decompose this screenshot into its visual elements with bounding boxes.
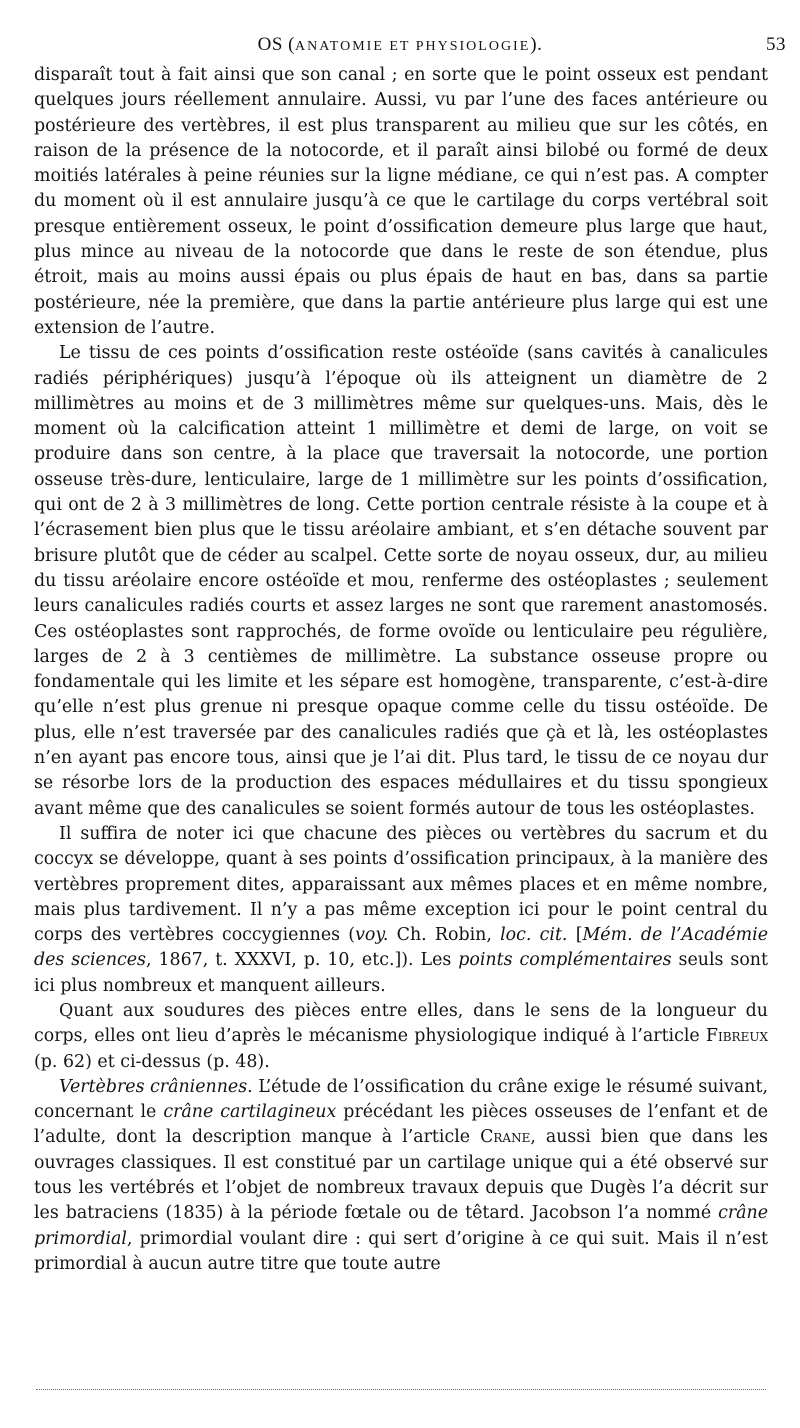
running-head [0,34,800,58]
text-run: (p. 62) et ci-dessus (p. 48). [34,1051,270,1072]
text-run: précédant les pièces osseuses de l’enfant et de l’adulte, dont la description manque à l’article [34,1102,769,1148]
text-run: [ [567,925,583,946]
running-head-smallcaps: ANATOMIE ET PHYSIOLOGIE [295,39,531,54]
italic-points-complementaires: points complémentaires [458,950,672,971]
text-run: , 1867, t. XXXVI, p. 10, etc.]). Les [145,950,459,971]
italic-citation-title: Mém. de l’Académie des sciences [34,925,768,971]
italic-crane-primordial: crâne primordial [34,1203,768,1249]
italic-loc-cit: loc. cit. [500,925,568,946]
text-run: Ch. Robin, [388,925,501,946]
italic-voy: voy. [355,925,389,946]
text-run: seuls sont ici plus nombreux et manquent ailleurs. [34,950,768,996]
article-ref-fibreux: Fibreux [705,1026,768,1047]
running-head-title [0,34,800,56]
text-run: Il suffira de noter ici que chacune des pièces ou vertèbres du sacrum et du coccyx se développe, quant à ses points d’ossification principaux, à la manière des vertèbres proprement dites, apparaissant aux mêmes places et en même nombre, mais plus tardivement. Il n’y a pas même exception ici pour le point central du corps des vertèbres coccygiennes ( [34,823,768,946]
paragraph-1: disparaît tout à fait ainsi que son canal ; en sorte que le point osseux est pendant quelques jours réellement annulaire. Aussi, vu par l’une des faces antérieure ou postérieure des vertèbres, il est plus transparent au milieu que sur les côtés, en raison de la présence de la notocorde, et il paraît ainsi bilobé ou formé de deux moitiés latérales à peine réunies sur la ligne médiane, ce qui n’est pas. A compter du moment où il est annulaire jusqu’à ce que le cartilage du corps vertébral soit presque entièrement osseux, le point d’ossification demeure plus large que haut, plus mince au niveau de la notocorde que dans le reste de son étendue, plus étroit, mais au moins aussi épais ou plus épais de haut en bas, dans sa partie postérieure, née la première, que dans la partie antérieure plus large qui est une extension de l’autre. [34,65,768,338]
text-run: , aussi bien que dans les ouvrages classiques. Il est constitué par un cartilage unique qui a été observé sur tous les vertébrés et l’objet de nombreux travaux depuis que Dugès l’a décrit sur les batraciens (1835) à la période fœtale ou de têtard. Jacobson l’a nommé [34,1127,768,1224]
paragraph-4 [34,999,768,1075]
section-heading-vertebres-craniennes: Vertèbres crâniennes. [59,1076,253,1097]
paragraph-2: Le tissu de ces points d’ossification reste ostéoïde (sans cavités à canalicules radiés périphériques) jusqu’à l’époque où ils atteignent un diamètre de 2 millimètres au moins et de 3 millimètres même sur quelques-uns. Mais, dès le moment où la calcification atteint 1 millimètre et demi de large, on voit se produire dans son centre, à la place que traversait la notocorde, une portion osseuse très-dure, lenticulaire, large de 1 millimètre sur les points d’ossification, qui ont de 2 à 3 millimètres de long. Cette portion centrale résiste à la coupe et à l’écrasement bien plus que le tissu aréolaire ambiant, et s’en détache souvent par brisure plutôt que de céder au scalpel. Cette sorte de noyau osseux, dur, au milieu du tissu aréolaire encore ostéoïde et mou, renferme des ostéoplastes ; seulement leurs canalicules radiés courts et assez larges ne sont que rarement anastomosés. Ces ostéoplastes sont rapprochés, de forme ovoïde ou lenticulaire peu régulière, larges de 2 à 3 centièmes de millimètre. La substance osseuse propre ou fondamentale qui les limite et les sépare est homogène, transparente, c’est-à-dire qu’elle n’est plus grenue ni presque opaque comme celle du tissu ostéoïde. De plus, elle n’est traversée par des canalicules radiés que çà et là, les ostéoplastes n’en ayant pas encore tous, ainsi que je l’ai dit. Plus tard, le tissu de ce noyau dur se résorbe lors de la production des espaces médullaires et du tissu spongieux avant même que des canalicules se soient formés autour de tous les ostéoplastes. [34,343,768,819]
body-text [34,63,768,1277]
running-head-suffix: ). [530,34,543,55]
page-number: 53 [766,34,786,55]
text-run: L’étude de l’ossification du crâne exige le résumé suivant, concernant le [34,1076,768,1123]
paragraph-5 [34,1075,768,1277]
paragraph-3 [34,822,768,999]
text-run: Quant aux soudures des pièces entre elles, dans le sens de la longueur du corps, elles ont lieu d’après le mécanisme physiologique indiqué à l’article [34,1000,768,1047]
running-head-prefix: OS ( [257,34,296,55]
text-run: , primordial voulant dire : qui sert d’origine à ce qui suit. Mais il n’est primordial à aucun autre titre que toute autre [34,1228,768,1274]
footer-dotted-rule [36,1389,766,1390]
article-ref-crane: Crane [480,1127,531,1148]
italic-crane-cartilagineux: crâne cartilagineux [163,1102,337,1123]
